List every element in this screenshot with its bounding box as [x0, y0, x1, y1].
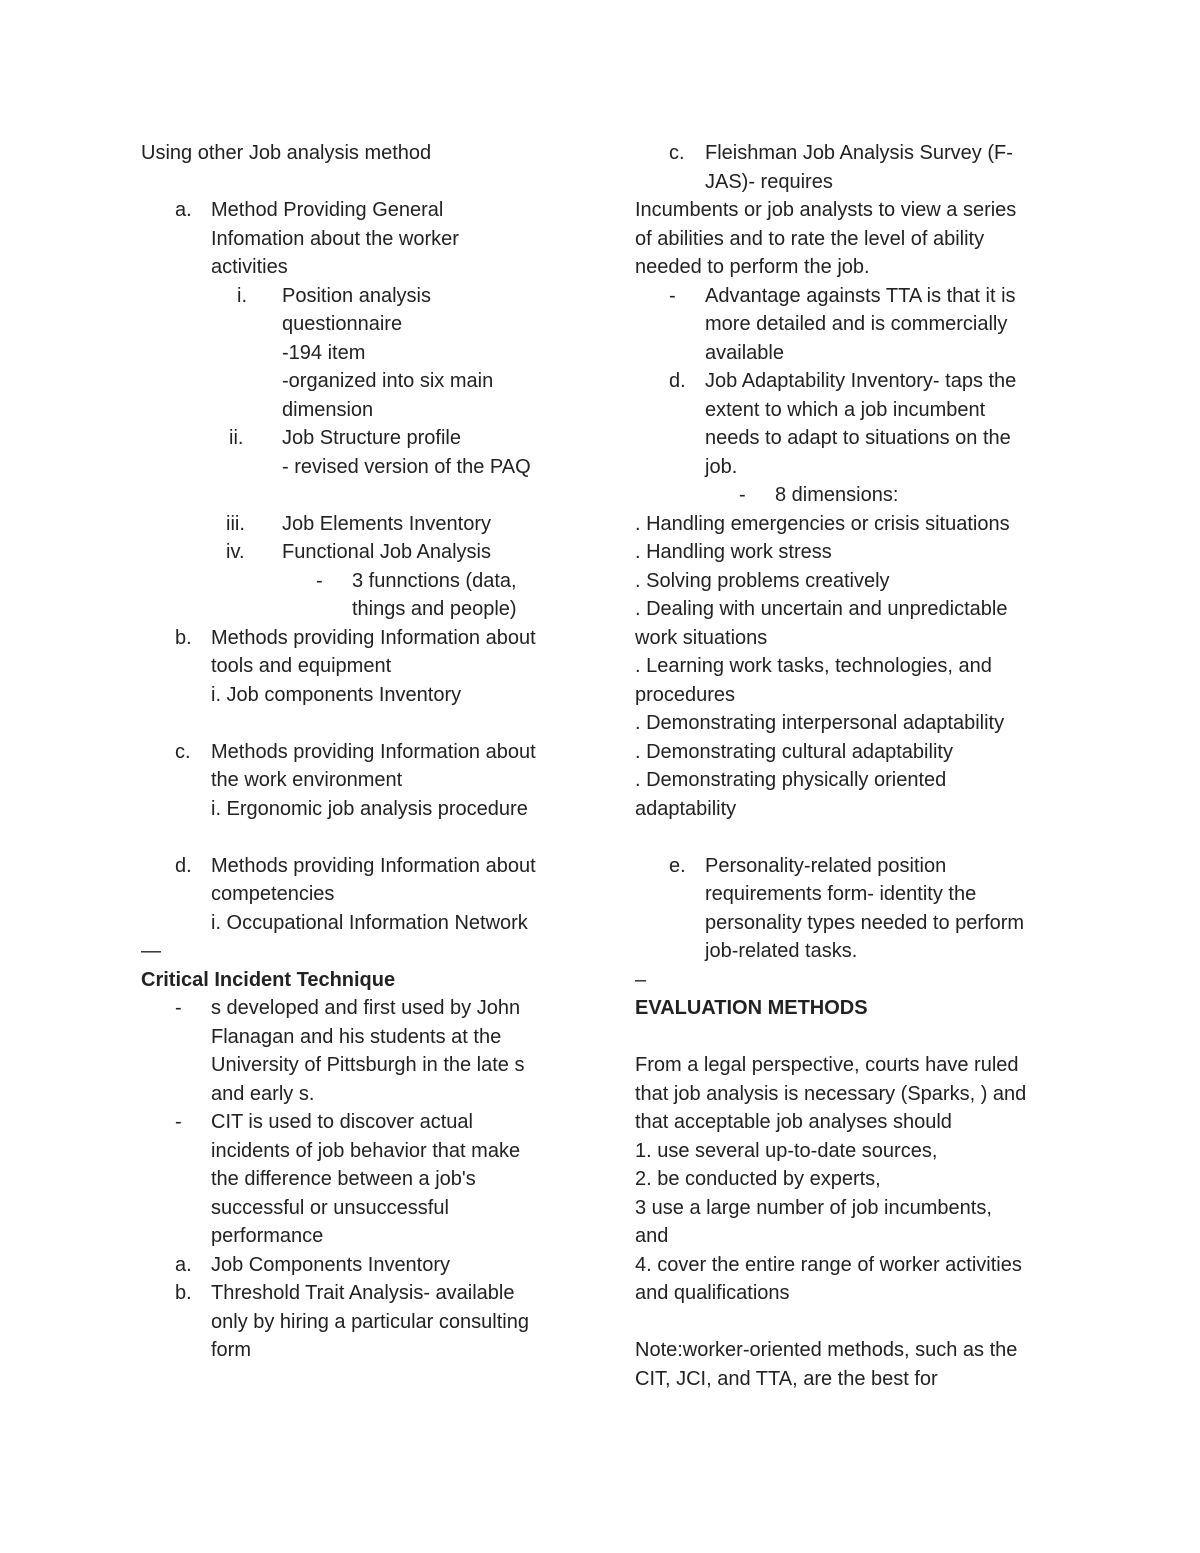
- list-text: form: [211, 1339, 251, 1361]
- note-line: Note:worker-oriented methods, such as the: [635, 1339, 1018, 1361]
- paragraph-line: Incumbents or job analysts to view a series: [635, 199, 1017, 221]
- list-text: and early s.: [211, 1082, 315, 1105]
- dimension-line: . Learning work tasks, technologies, and: [635, 655, 992, 677]
- paragraph-line: and: [635, 1225, 669, 1247]
- note-line: CIT, JCI, and TTA, are the best for: [635, 1367, 938, 1390]
- paragraph-line: of abilities and to rate the level of ability: [635, 227, 985, 250]
- list-item-ii: [141, 424, 581, 453]
- evaluation-heading: EVALUATION METHODS: [635, 997, 868, 1019]
- dimension-line: work situations: [635, 626, 768, 649]
- list-marker: iv.: [226, 541, 245, 563]
- paragraph-line: 4. cover the entire range of worker activities: [635, 1253, 1022, 1276]
- list-text: JAS)- requires: [705, 170, 833, 193]
- left-column: [141, 139, 581, 1365]
- dimension-line: . Demonstrating cultural adaptability: [635, 740, 953, 763]
- paragraph-line: needed to perform the job.: [635, 256, 870, 278]
- bullet-item: [635, 282, 1075, 311]
- list-text: job.: [705, 455, 738, 478]
- list-text: activities: [211, 256, 288, 278]
- list-text: available: [705, 341, 784, 364]
- sub-bullet: [635, 481, 1075, 510]
- paragraph-line: 2. be conducted by experts,: [635, 1168, 881, 1190]
- right-column: [635, 139, 1075, 1393]
- list-text: requirements form- identity the: [705, 883, 977, 905]
- list-text: successful or unsuccessful: [211, 1196, 449, 1219]
- list-text: Personality-related position: [705, 854, 947, 877]
- dimension-line: . Solving problems creatively: [635, 569, 890, 592]
- list-text: University of Pittsburgh in the late s: [211, 1054, 525, 1076]
- list-text: needs to adapt to situations on the: [705, 427, 1011, 449]
- list-text: Flanagan and his students at the: [211, 1025, 502, 1048]
- divider: —: [141, 940, 161, 962]
- list-marker: b.: [175, 626, 192, 649]
- list-text: CIT is used to discover actual: [211, 1111, 473, 1133]
- list-text: the work environment: [211, 769, 403, 791]
- list-marker: -: [175, 997, 182, 1019]
- list-marker: a.: [175, 1253, 192, 1276]
- dimension-line: . Handling emergencies or crisis situations: [635, 512, 1010, 535]
- section-title: Using other Job analysis method: [141, 142, 432, 164]
- list-text: Methods providing Information about: [211, 854, 536, 877]
- list-marker: -: [175, 1111, 182, 1133]
- paragraph-line: that acceptable job analyses should: [635, 1111, 952, 1133]
- list-text: Job Adaptability Inventory- taps the: [705, 370, 1017, 392]
- dimension-line: procedures: [635, 683, 736, 706]
- list-marker: c.: [669, 142, 685, 164]
- list-marker: d.: [175, 854, 192, 877]
- sub-bullet: [141, 567, 581, 596]
- paragraph-line: and qualifications: [635, 1282, 790, 1304]
- list-item-a: [141, 196, 581, 225]
- paragraph-line: 3 use a large number of job incumbents,: [635, 1196, 992, 1219]
- list-text: performance: [211, 1225, 324, 1247]
- list-text: Job Elements Inventory: [282, 512, 491, 535]
- list-item-cit-b: [141, 1279, 581, 1308]
- list-text: Advantage againsts TTA is that it is: [705, 284, 1016, 307]
- list-text: Job Structure profile: [282, 427, 461, 449]
- list-marker: iii.: [226, 512, 245, 535]
- list-text: i. Job components Inventory: [211, 683, 462, 706]
- list-text: Position analysis: [282, 284, 431, 307]
- list-text: job-related tasks.: [705, 940, 858, 962]
- bullet-item: [141, 994, 581, 1023]
- list-text: Fleishman Job Analysis Survey (F-: [705, 142, 1013, 164]
- list-text: Functional Job Analysis: [282, 541, 492, 563]
- paragraph-line: 1. use several up-to-date sources,: [635, 1139, 938, 1162]
- list-text: Threshold Trait Analysis- available: [211, 1282, 515, 1304]
- list-text: Job Components Inventory: [211, 1253, 451, 1276]
- list-text: Methods providing Information about: [211, 740, 536, 763]
- dimension-line: . Demonstrating physically oriented: [635, 769, 947, 791]
- cit-heading: Critical Incident Technique: [141, 968, 396, 991]
- list-text: extent to which a job incumbent: [705, 398, 986, 421]
- list-text: 8 dimensions:: [775, 484, 899, 506]
- list-marker: e.: [669, 854, 686, 877]
- divider: –: [635, 968, 647, 991]
- list-text: Method Providing General: [211, 199, 444, 221]
- dimension-line: . Dealing with uncertain and unpredictable: [635, 598, 1008, 620]
- list-text: the difference between a job's: [211, 1168, 476, 1190]
- list-item-cit-a: [141, 1251, 581, 1280]
- list-marker: c.: [175, 740, 191, 763]
- paragraph-line: that job analysis is necessary (Sparks, ) and: [635, 1082, 1027, 1105]
- list-marker: i.: [237, 284, 247, 307]
- dimension-line: . Demonstrating interpersonal adaptability: [635, 712, 1005, 734]
- list-text: questionnaire: [282, 313, 403, 335]
- dimension-line: . Handling work stress: [635, 541, 832, 563]
- list-text: dimension: [282, 398, 374, 421]
- list-item-b: [141, 624, 581, 653]
- list-marker: d.: [669, 370, 686, 392]
- list-text: Methods providing Information about: [211, 626, 536, 649]
- list-marker: ii.: [229, 427, 244, 449]
- list-text: s developed and first used by John: [211, 997, 521, 1019]
- list-text: i. Ergonomic job analysis procedure: [211, 797, 528, 820]
- paragraph-line: From a legal perspective, courts have ruled: [635, 1054, 1019, 1076]
- list-item-iv: [141, 538, 581, 567]
- list-marker: a.: [175, 199, 192, 221]
- list-marker: -: [669, 284, 676, 307]
- list-marker: -: [739, 484, 746, 506]
- list-text: -organized into six main: [282, 370, 494, 392]
- list-text: - revised version of the PAQ: [282, 455, 531, 478]
- list-text: only by hiring a particular consulting: [211, 1310, 529, 1333]
- list-item-i: [141, 282, 581, 311]
- list-text: personality types needed to perform: [705, 911, 1025, 934]
- list-text: things and people): [352, 598, 517, 620]
- list-item-c: [141, 738, 581, 767]
- list-text: more detailed and is commercially: [705, 313, 1008, 335]
- list-marker: -: [316, 569, 323, 592]
- list-text: i. Occupational Information Network: [211, 911, 528, 934]
- list-text: tools and equipment: [211, 655, 392, 677]
- list-marker: b.: [175, 1282, 192, 1304]
- list-text: competencies: [211, 883, 335, 905]
- list-item-e: [635, 852, 1075, 881]
- bullet-item: [141, 1108, 581, 1137]
- list-item-iii: [141, 510, 581, 539]
- list-item-d: [141, 852, 581, 881]
- list-text: 3 funnctions (data,: [352, 569, 517, 592]
- list-text: -194 item: [282, 341, 366, 364]
- list-item-c: [635, 139, 1075, 168]
- list-text: Infomation about the worker: [211, 227, 459, 250]
- dimension-line: adaptability: [635, 797, 737, 820]
- list-item-d: [635, 367, 1075, 396]
- list-text: incidents of job behavior that make: [211, 1139, 521, 1162]
